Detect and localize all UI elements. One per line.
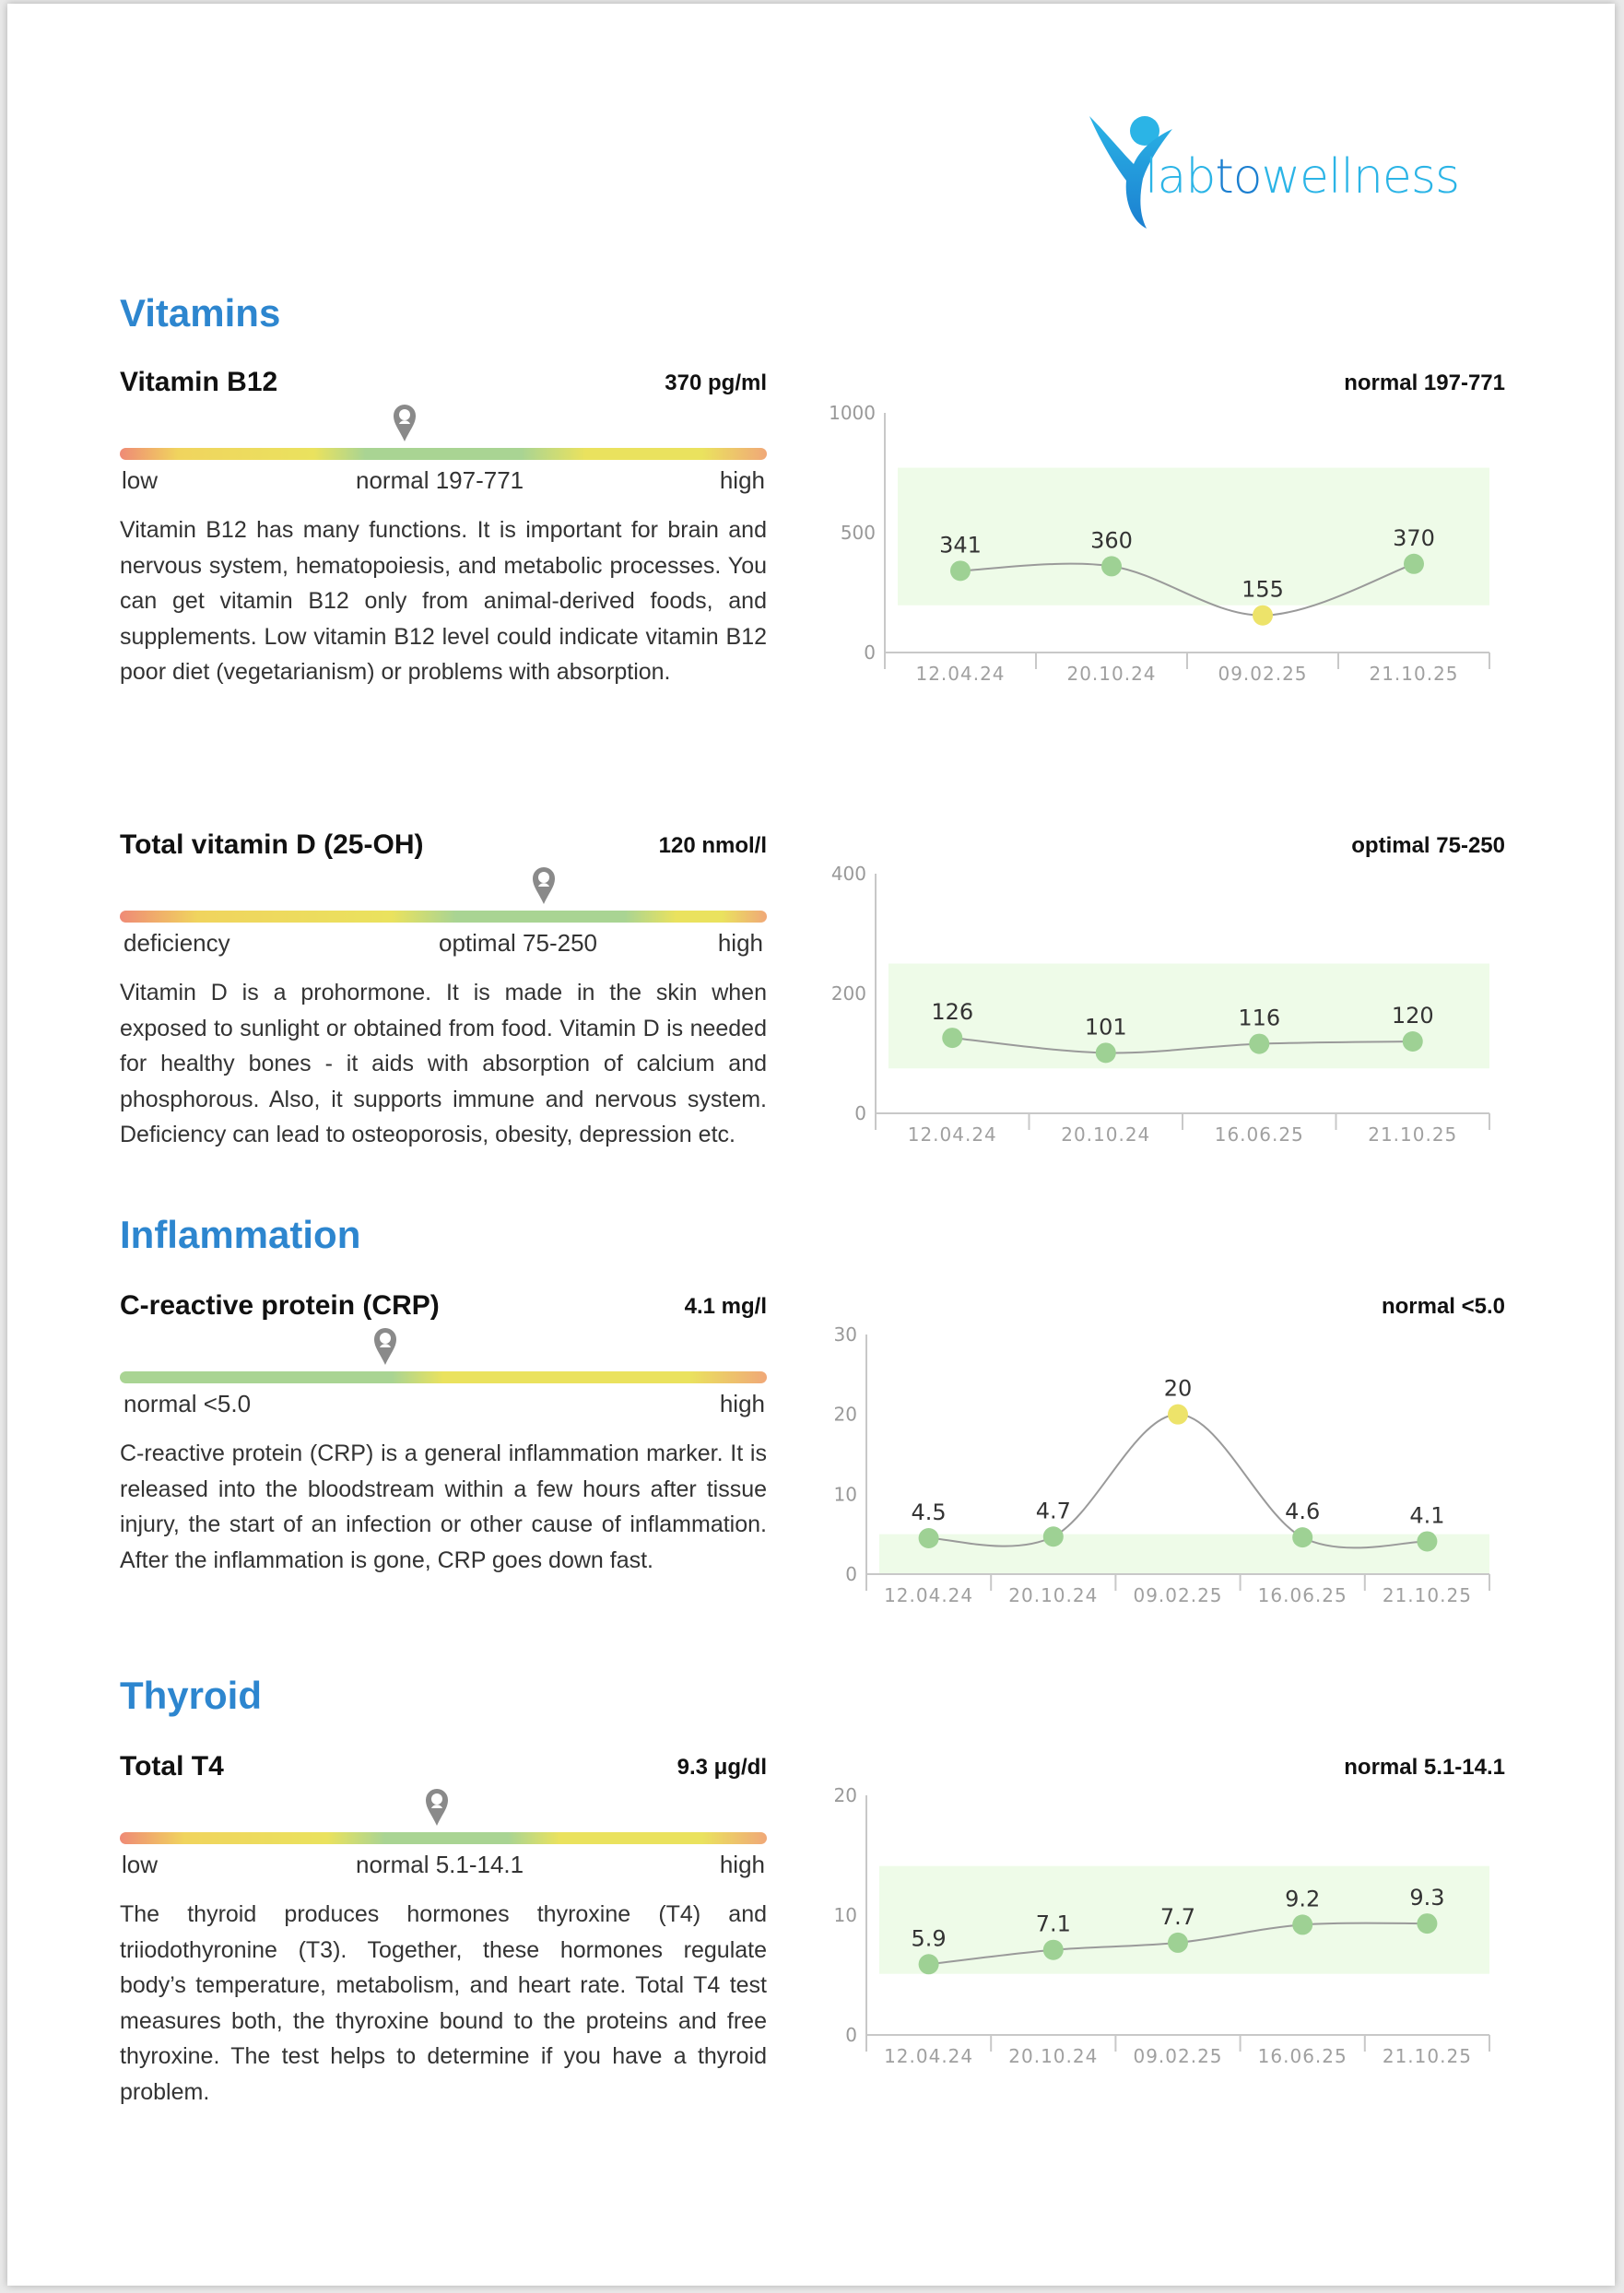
- data-label: 4.5: [911, 1499, 947, 1525]
- marker-description: Vitamin D is a prohormone. It is made in the skin when exposed to sunlight or obtained from food. Vitamin D is needed for healthy bones - it aids with absorption of calcium and phosphorous. Also, it supports immune and nervous system. Deficiency can lead to osteoporosis, obesity, depression etc.: [120, 980, 767, 1147]
- marker-crp: [120, 1290, 767, 1604]
- y-tick-label: 20: [833, 1784, 857, 1806]
- x-tick-label: 16.06.25: [1257, 1584, 1347, 1606]
- bar-label-high: high: [719, 1851, 765, 1878]
- y-tick-label: 400: [830, 863, 866, 885]
- bar-label-normal: normal 5.1-14.1: [356, 1851, 524, 1878]
- data-label: 20: [1163, 1375, 1193, 1402]
- marker-total-t4: [120, 1751, 767, 2120]
- x-tick-label: 16.06.25: [1214, 1123, 1304, 1146]
- logo-part-lab: lab: [1145, 149, 1216, 205]
- data-point: [1249, 1034, 1269, 1054]
- marker-name: Vitamin B12: [120, 367, 278, 397]
- bar-label-optimal: optimal 75-250: [439, 929, 597, 957]
- data-label: 7.1: [1035, 1911, 1071, 1937]
- x-tick-label: 20.10.24: [1008, 2045, 1099, 2067]
- x-tick-label: 12.04.24: [884, 1584, 974, 1606]
- data-point: [1101, 556, 1122, 576]
- trend-chart-svg: [829, 400, 1500, 695]
- y-tick-label: 0: [864, 641, 876, 664]
- labtowellness-logo: [1088, 105, 1512, 234]
- marker-description: The thyroid produces hormones thyroxine (T4) and triiodothyronine (T3). Together, these hormones regulate body’s temperature, metabolism, and heart rate. Total T4 test measures both, the thyroxine bound to the proteins and free thyroxine. The test helps to determine if you have a thyroid problem.: [120, 1901, 767, 2105]
- data-label: 9.2: [1285, 1886, 1321, 1912]
- data-label: 4.6: [1285, 1499, 1321, 1525]
- bar-label-deficiency: deficiency: [124, 929, 230, 957]
- section-title-inflammation: Inflammation: [120, 1213, 361, 1256]
- logo-part-wellness: wellness: [1261, 149, 1460, 205]
- x-tick-label: 20.10.24: [1061, 1123, 1151, 1146]
- scale-bar: [120, 1832, 767, 1844]
- y-tick-label: 500: [840, 522, 876, 544]
- chart-range-label: normal 5.1-14.1: [1344, 1755, 1505, 1780]
- marker-name: Total vitamin D (25-OH): [120, 829, 424, 860]
- scale-pin-icon: [423, 1786, 451, 1827]
- data-label: 7.7: [1159, 1903, 1196, 1930]
- trend-chart-svg: [828, 861, 1500, 1156]
- y-tick-label: 20: [833, 1403, 857, 1426]
- data-point: [1417, 1531, 1437, 1551]
- normal-range-band: [879, 1535, 1489, 1574]
- x-tick-label: 20.10.24: [1066, 663, 1157, 685]
- y-tick-label: 1000: [829, 402, 876, 424]
- x-tick-label: 21.10.25: [1382, 1584, 1472, 1606]
- scale-pin-icon: [391, 402, 418, 442]
- series-line: [929, 1415, 1428, 1548]
- data-label: 341: [939, 532, 982, 559]
- data-point: [1096, 1042, 1116, 1063]
- marker-value: 120 nmol/l: [658, 833, 767, 858]
- bar-label-high: high: [719, 1390, 765, 1417]
- bar-label-low: low: [122, 466, 159, 494]
- data-point: [1292, 1914, 1312, 1934]
- x-tick-label: 09.02.25: [1218, 663, 1308, 685]
- data-point: [942, 1028, 962, 1048]
- marker-value: 4.1 mg/l: [684, 1294, 767, 1319]
- data-point: [1403, 1031, 1423, 1052]
- logo-part-to: to: [1215, 149, 1262, 205]
- marker-vitamin-b12: [120, 367, 767, 708]
- data-point: [919, 1528, 939, 1548]
- marker-name: C-reactive protein (CRP): [120, 1290, 440, 1321]
- marker-description: C-reactive protein (CRP) is a general inflammation marker. It is released into the bloodstream within a few hours after tissue injury, the start of an infection or other cause of inflammation. After the inflammation is gone, CRP goes down fast.: [120, 1440, 767, 1573]
- data-point: [1292, 1527, 1312, 1547]
- marker-name: Total T4: [120, 1751, 224, 1781]
- x-tick-label: 12.04.24: [915, 663, 1006, 685]
- y-tick-label: 200: [830, 982, 866, 1005]
- scale-pin-icon: [371, 1325, 399, 1366]
- chart-range-label: normal <5.0: [1381, 1294, 1505, 1319]
- bar-label-normal: normal <5.0: [124, 1390, 252, 1417]
- x-tick-label: 09.02.25: [1133, 1584, 1223, 1606]
- marker-vitamin-d: [120, 829, 767, 1198]
- x-tick-label: 09.02.25: [1133, 2045, 1223, 2067]
- x-tick-label: 21.10.25: [1369, 663, 1459, 685]
- chart-crp: [818, 1322, 1500, 1621]
- chart-range-label: normal 197-771: [1344, 370, 1505, 395]
- y-tick-label: 0: [845, 1563, 857, 1585]
- bar-label-low: low: [122, 1851, 159, 1878]
- data-label: 155: [1242, 576, 1284, 603]
- scale-bar: [120, 448, 767, 460]
- data-point: [1168, 1933, 1188, 1953]
- data-label: 360: [1090, 527, 1133, 554]
- scale-bar: [120, 911, 767, 923]
- trend-chart-svg: [818, 1322, 1500, 1617]
- y-tick-label: 10: [833, 1483, 857, 1506]
- data-label: 101: [1084, 1014, 1127, 1041]
- x-tick-label: 16.06.25: [1257, 2045, 1347, 2067]
- section-title-thyroid: Thyroid: [120, 1674, 262, 1717]
- data-point: [950, 560, 971, 581]
- data-point: [1404, 554, 1424, 574]
- report-page: [7, 4, 1615, 2286]
- data-label: 4.7: [1035, 1498, 1071, 1524]
- data-point: [1417, 1913, 1437, 1934]
- data-label: 126: [931, 999, 974, 1026]
- trend-chart-svg: [818, 1782, 1500, 2077]
- bar-label-normal: normal 197-771: [356, 466, 524, 494]
- data-label: 370: [1393, 524, 1435, 551]
- data-label: 120: [1391, 1003, 1434, 1029]
- y-tick-label: 10: [833, 1904, 857, 1926]
- x-tick-label: 20.10.24: [1008, 1584, 1099, 1606]
- data-label: 4.1: [1409, 1502, 1445, 1529]
- data-label: 116: [1238, 1005, 1281, 1031]
- scale-bar: [120, 1371, 767, 1383]
- data-point: [1043, 1940, 1064, 1960]
- data-label: 9.3: [1409, 1885, 1445, 1911]
- data-point: [1168, 1405, 1188, 1425]
- marker-description: Vitamin B12 has many functions. It is important for brain and nervous system, hematopoiesis, and metabolic processes. You can get vitamin B12 only from animal-derived foods, and supplements. Low vitamin B12 level could indicate vitamin B12 poor diet (vegetarianism) or problems with absorption.: [120, 517, 767, 685]
- chart-vitamin-b12: [829, 400, 1500, 700]
- x-tick-label: 12.04.24: [907, 1123, 997, 1146]
- y-tick-label: 0: [845, 2024, 857, 2046]
- y-tick-label: 30: [833, 1323, 857, 1346]
- section-title-vitamins: Vitamins: [120, 291, 281, 335]
- y-tick-label: 0: [854, 1102, 866, 1124]
- data-label: 5.9: [911, 1925, 947, 1952]
- x-tick-label: 21.10.25: [1368, 1123, 1458, 1146]
- chart-vitamin-d: [828, 861, 1500, 1160]
- chart-range-label: optimal 75-250: [1351, 833, 1505, 858]
- logo-wordmark: [1145, 149, 1459, 205]
- data-point: [919, 1954, 939, 1974]
- marker-value: 9.3 μg/dl: [677, 1755, 767, 1780]
- marker-value: 370 pg/ml: [665, 370, 767, 395]
- data-point: [1043, 1526, 1064, 1546]
- x-tick-label: 21.10.25: [1382, 2045, 1472, 2067]
- x-tick-label: 12.04.24: [884, 2045, 974, 2067]
- bar-label-high: high: [719, 466, 765, 494]
- bar-label-high: high: [717, 929, 763, 957]
- chart-total-t4: [818, 1782, 1500, 2082]
- data-point: [1253, 606, 1273, 626]
- scale-pin-icon: [530, 864, 558, 905]
